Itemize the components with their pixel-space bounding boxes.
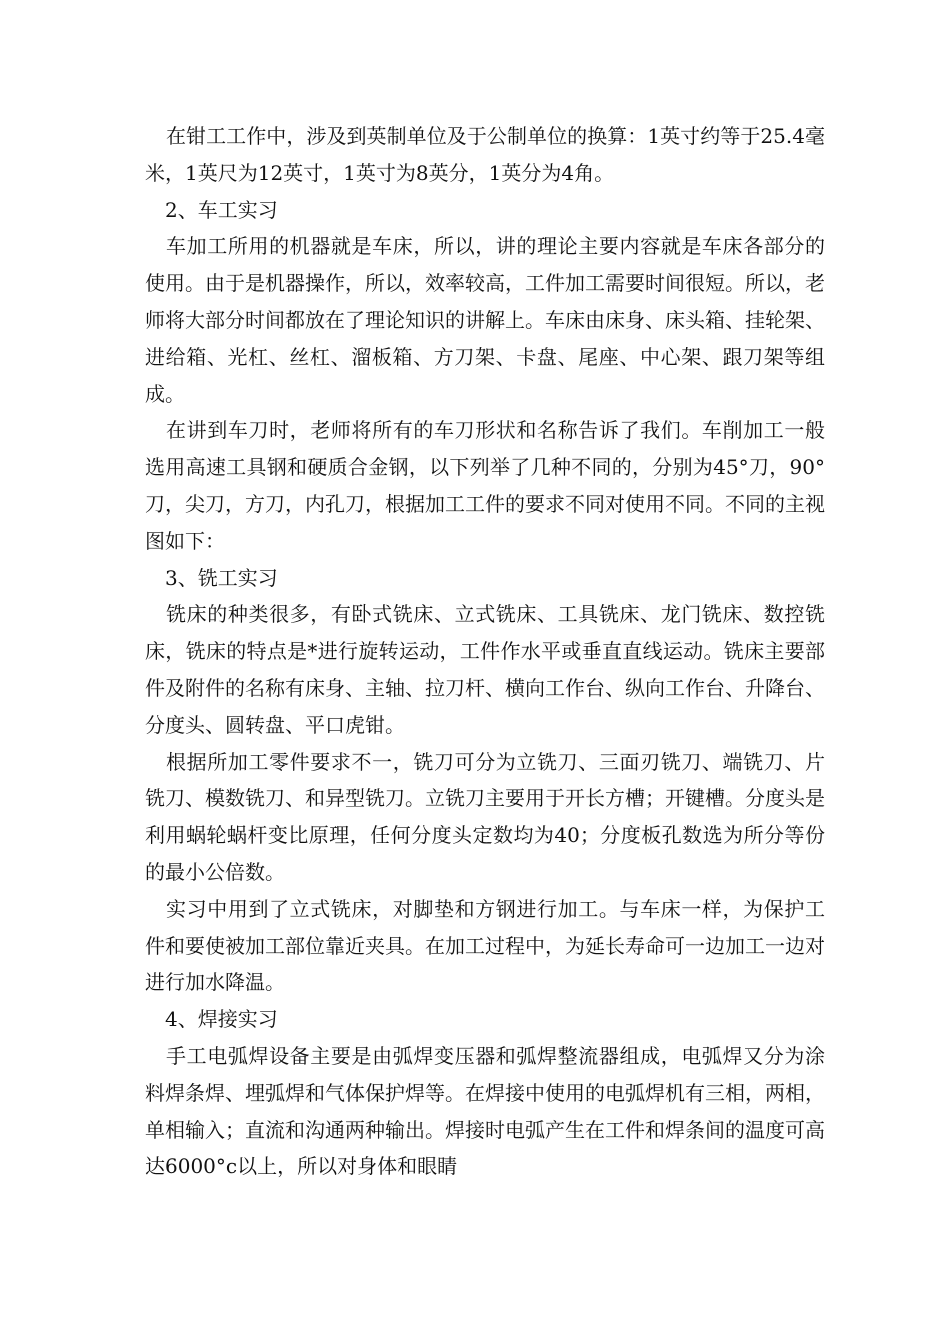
paragraph-milling-cutters: 根据所加工零件要求不一，铣刀可分为立铣刀、三面刃铣刀、端铣刀、片铣刀、模数铣刀、和异型铣刀。立铣刀主要用于开长方槽；开键槽。分度头是利用蜗轮蜗杆变比原理，任何分度头定数均为40；分度板孔数选为所分等份的最小公倍数。	[145, 749, 825, 884]
paragraph-milling-practice: 实习中用到了立式铣床，对脚垫和方钢进行加工。与车床一样，为保护工件和要使被加工部位靠近夹具。在加工过程中，为延长寿命可一边加工一边对进行加水降温。	[145, 896, 825, 995]
paragraph-arc-welding: 手工电弧焊设备主要是由弧焊变压器和弧焊整流器组成，电弧焊又分为涂料焊条焊、埋弧焊和气体保护焊等。在焊接中使用的电弧焊机有三相，两相，单相输入；直流和沟通两种输出。焊接时电弧产生在工件和焊条间的温度可高达6000°c以上，所以对身体和眼睛	[145, 1043, 825, 1179]
paragraph-turning-tools: 在讲到车刀时，老师将所有的车刀形状和名称告诉了我们。车削加工一般选用高速工具钢和硬质合金钢，以下列举了几种不同的，分别为45°刀，90°刀，尖刀，方刀，内孔刀，根据加工工件的要求不同对使用不同。不同的主视图如下：	[145, 418, 825, 553]
paragraph-lathe-overview: 车加工所用的机器就是车床，所以，讲的理论主要内容就是车床各部分的使用。由于是机器操作，所以，效率较高，工件加工需要时间很短。所以，老师将大部分时间都放在了理论知识的讲解上。车床由床身、床头箱、挂轮架、进给箱、光杠、丝杠、溜板箱、方刀架、卡盘、尾座、中心架、跟刀架等组成。	[145, 234, 825, 406]
section-heading-milling: 3、铣工实习	[165, 565, 278, 590]
section-heading-turning: 2、车工实习	[165, 197, 278, 222]
document-page	[145, 118, 825, 1185]
section-heading-welding: 4、焊接实习	[165, 1007, 278, 1032]
paragraph-milling-machines: 铣床的种类很多，有卧式铣床、立式铣床、工具铣床、龙门铣床、数控铣床，铣床的特点是*进行旋转运动，工件作水平或垂直直线运动。铣床主要部件及附件的名称有床身、主轴、拉刀杆、横向工作台、纵向工作台、升降台、分度头、圆转盘、平口虎钳。	[145, 602, 825, 737]
paragraph-imperial-units: 在钳工工作中，涉及到英制单位及于公制单位的换算：1英寸约等于25.4毫米，1英尺为12英寸，1英寸为8英分，1英分为4角。	[145, 124, 825, 185]
